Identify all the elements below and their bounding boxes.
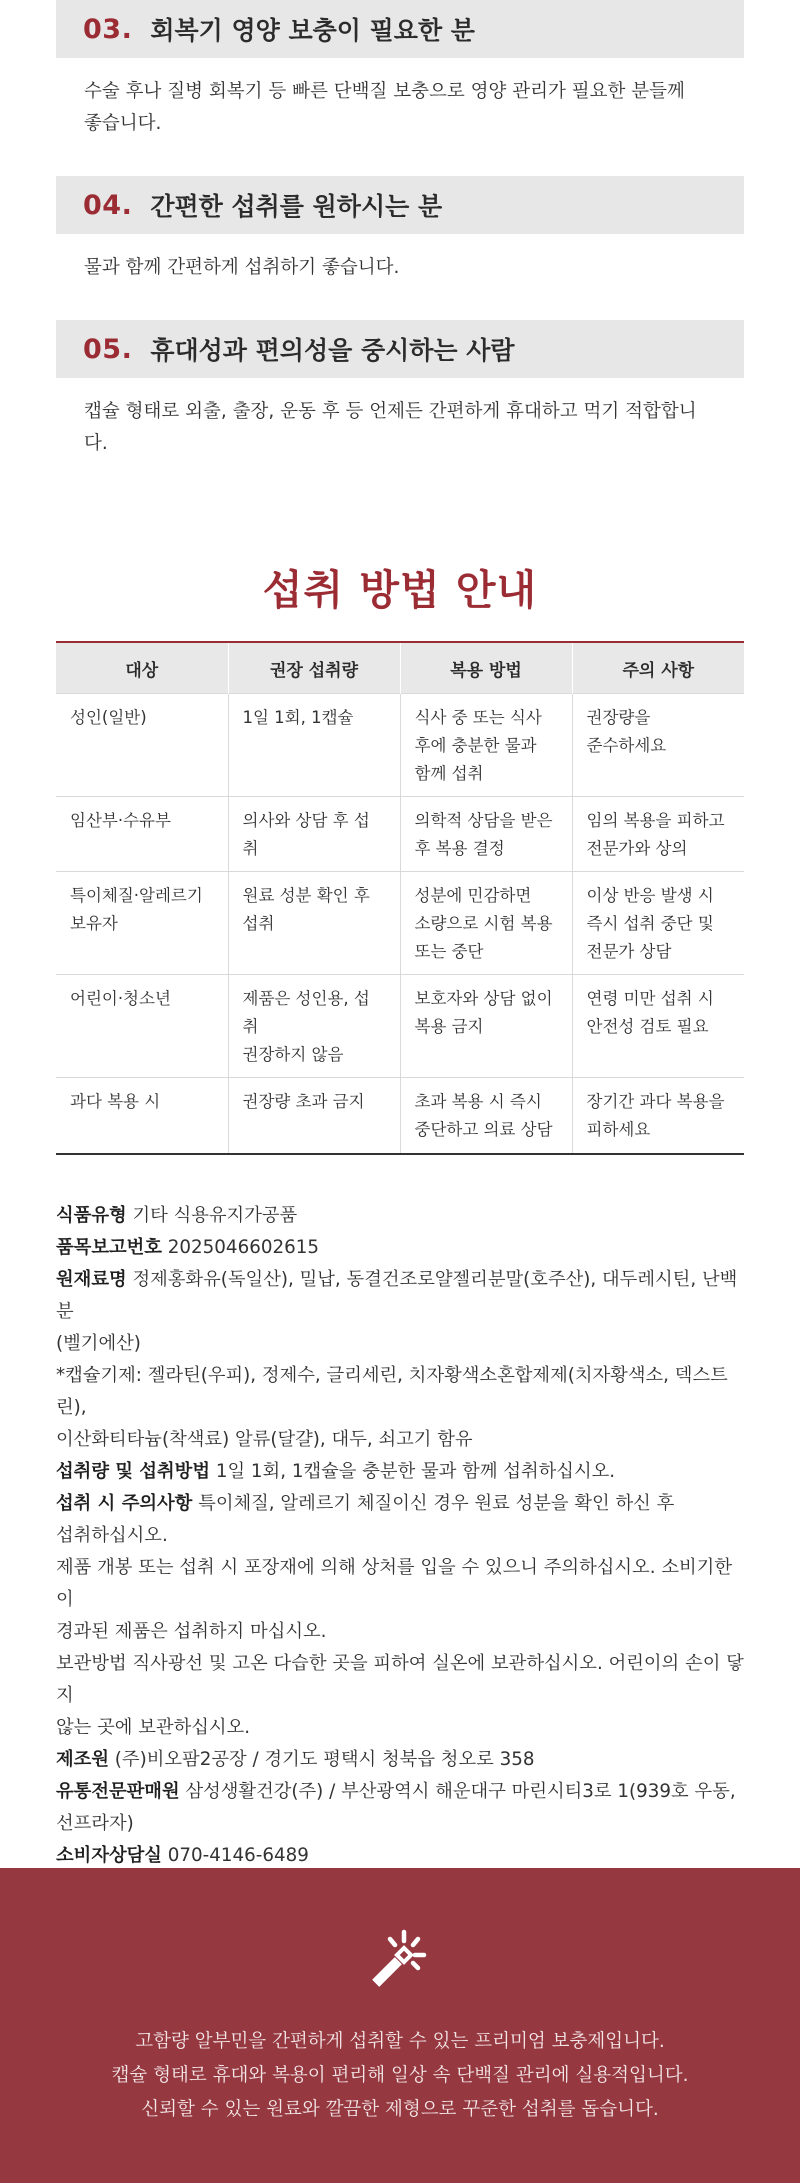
cell-line: 피하세요 bbox=[586, 1120, 651, 1139]
info-label: 섭취 시 주의사항 bbox=[56, 1493, 193, 1514]
cell-line: 1일 1회, 1캡슐 bbox=[242, 708, 354, 727]
info-value: (주)비오팜2공장 / 경기도 평택시 청북읍 청오로 358 bbox=[114, 1749, 535, 1770]
section-body-line: 물과 함께 간편하게 섭취하기 좋습니다. bbox=[84, 257, 400, 278]
info-value: 삼성생활건강(주) / 부산광역시 해운대구 마린시티3로 1(939호 우동, bbox=[185, 1781, 736, 1802]
info-label: 식품유형 bbox=[56, 1205, 127, 1226]
table-cell bbox=[572, 975, 744, 1078]
info-ingredients bbox=[56, 1264, 748, 1328]
table-row bbox=[56, 872, 744, 975]
table-row bbox=[56, 975, 744, 1078]
cell-line: 권장량을 bbox=[586, 708, 651, 727]
cell-line: 전문가와 상의 bbox=[586, 839, 688, 858]
info-value: 특이체질, 알레르기 체질이신 경우 원료 성분을 확인 하신 후 bbox=[198, 1493, 675, 1514]
cell-line: 임산부·수유부 bbox=[70, 811, 171, 830]
section-body bbox=[56, 234, 744, 318]
section-body-line: 캡슐 형태로 외출, 출장, 운동 후 등 언제든 간편하게 휴대하고 먹기 적합합니다. bbox=[84, 401, 697, 454]
cell-line: 보유자 bbox=[70, 914, 118, 933]
table-cell bbox=[56, 797, 228, 872]
section-portability bbox=[56, 320, 744, 460]
table-cell bbox=[400, 975, 572, 1078]
cell-line: 즉시 섭취 중단 및 bbox=[586, 914, 714, 933]
info-maker bbox=[56, 1744, 748, 1776]
cell-line: 특이체질·알레르기 bbox=[70, 886, 203, 905]
cell-line: 어린이·청소년 bbox=[70, 989, 171, 1008]
cell-line: 임의 복용을 피하고 bbox=[586, 811, 725, 830]
table-cell bbox=[228, 797, 400, 872]
section-title: 간편한 섭취를 원하시는 분 bbox=[150, 192, 443, 221]
section-body-line: 수술 후나 질병 회복기 등 빠른 단백질 보충으로 영양 관리가 필요한 분들께 bbox=[84, 81, 685, 102]
cell-line: 이상 반응 발생 시 bbox=[586, 886, 714, 905]
info-value: 정제홍화유(독일산), 밀납, 동결건조로얄젤리분말(호주산), 대두레시틴, 난백분 bbox=[56, 1269, 738, 1322]
footer-line: 고함량 알부민을 간편하게 섭취할 수 있는 프리미엄 보충제입니다. bbox=[135, 2031, 665, 2052]
cell-line: 연령 미만 섭취 시 bbox=[586, 989, 714, 1008]
info-value: 070-4146-6489 bbox=[167, 1845, 309, 1866]
cell-line: 중단하고 의료 상담 bbox=[414, 1120, 553, 1139]
info-seller bbox=[56, 1776, 748, 1808]
info-value: 1일 1회, 1캡슐을 충분한 물과 함께 섭취하십시오. bbox=[215, 1461, 616, 1482]
table-cell bbox=[228, 1078, 400, 1154]
table-cell bbox=[572, 694, 744, 797]
table-header-row bbox=[56, 642, 744, 694]
info-label: 소비자상담실 bbox=[56, 1845, 162, 1866]
column-header: 대상 bbox=[56, 642, 228, 694]
cell-line: 후에 충분한 물과 bbox=[414, 736, 537, 755]
table-cell bbox=[572, 1078, 744, 1154]
info-value: 2025046602615 bbox=[167, 1237, 319, 1258]
table-cell bbox=[228, 694, 400, 797]
info-label: 품목보고번호 bbox=[56, 1237, 162, 1258]
cell-line: 권장량 초과 금지 bbox=[242, 1092, 365, 1111]
table-row bbox=[56, 694, 744, 797]
section-number: 05. bbox=[83, 333, 133, 365]
cell-line: 과다 복용 시 bbox=[70, 1092, 161, 1111]
cell-line: 성인(일반) bbox=[70, 708, 147, 727]
section-body bbox=[56, 378, 744, 460]
cell-line: 식사 중 또는 식사 bbox=[414, 708, 542, 727]
section-number: 03. bbox=[83, 13, 133, 45]
table-cell bbox=[56, 694, 228, 797]
table-cell bbox=[228, 975, 400, 1078]
cell-line: 원료 성분 확인 후 bbox=[242, 886, 370, 905]
table-cell bbox=[400, 872, 572, 975]
cell-line: 섭취 bbox=[242, 914, 275, 933]
info-opening: 제품 개봉 또는 섭취 시 포장재에 의해 상처를 입을 수 있으니 주의하십시오. 소비기한이 bbox=[56, 1557, 732, 1610]
guide-title: 섭취 방법 안내 bbox=[262, 566, 538, 614]
info-label: 제조원 bbox=[56, 1749, 109, 1770]
info-value: 기타 식용유지가공품 bbox=[132, 1205, 298, 1226]
info-caution-cont: 섭취하십시오. bbox=[56, 1525, 168, 1546]
footer-line: 캡슐 형태로 휴대와 복용이 편리해 일상 속 단백질 관리에 실용적입니다. bbox=[111, 2065, 689, 2086]
info-ingredients-cont: (벨기에산) bbox=[56, 1333, 141, 1354]
table-cell bbox=[572, 872, 744, 975]
info-opening-cont: 경과된 제품은 섭취하지 마십시오. bbox=[56, 1621, 327, 1642]
section-easy-intake bbox=[56, 176, 744, 318]
cell-line: 초과 복용 시 즉시 bbox=[414, 1092, 542, 1111]
info-intake bbox=[56, 1456, 748, 1488]
info-label: 원재료명 bbox=[56, 1269, 127, 1290]
product-info bbox=[56, 1200, 748, 1904]
cell-line: 의사와 상담 후 섭취 bbox=[242, 811, 370, 858]
cell-line: 또는 중단 bbox=[414, 942, 484, 961]
magic-wand-icon bbox=[366, 1928, 436, 1998]
cell-line: 장기간 과다 복용을 bbox=[586, 1092, 725, 1111]
info-seller-cont: 선프라자) bbox=[56, 1813, 134, 1834]
table-cell bbox=[400, 1078, 572, 1154]
section-header bbox=[56, 176, 744, 234]
table-row bbox=[56, 1078, 744, 1154]
section-number: 04. bbox=[83, 189, 133, 221]
table-cell bbox=[572, 797, 744, 872]
cell-line: 보호자와 상담 없이 bbox=[414, 989, 553, 1008]
table-cell bbox=[400, 694, 572, 797]
section-body bbox=[56, 58, 744, 158]
cell-line: 권장하지 않음 bbox=[242, 1045, 344, 1064]
info-capsule: *캡슐기제: 젤라틴(우피), 정제수, 글리세린, 치자황색소혼합제제(치자황색소, 덱스트린), bbox=[56, 1365, 728, 1418]
column-header: 권장 섭취량 bbox=[228, 642, 400, 694]
cell-line: 전문가 상담 bbox=[586, 942, 672, 961]
section-body-line: 좋습니다. bbox=[84, 113, 162, 134]
section-title: 휴대성과 편의성을 중시하는 사람 bbox=[150, 336, 515, 365]
section-header bbox=[56, 320, 744, 378]
cell-line: 복용 금지 bbox=[414, 1017, 484, 1036]
table-cell bbox=[56, 975, 228, 1078]
table-row bbox=[56, 797, 744, 872]
table-cell bbox=[228, 872, 400, 975]
cell-line: 후 복용 결정 bbox=[414, 839, 505, 858]
section-title: 회복기 영양 보충이 필요한 분 bbox=[150, 16, 475, 45]
info-food-type bbox=[56, 1200, 748, 1232]
info-label: 섭취량 및 섭취방법 bbox=[56, 1461, 211, 1482]
footer-banner bbox=[0, 1868, 800, 2183]
info-report-number bbox=[56, 1232, 748, 1264]
info-storage: 보관방법 직사광선 및 고온 다습한 곳을 피하여 실온에 보관하십시오. 어린이의 손이 닿지 bbox=[56, 1653, 744, 1706]
cell-line: 소량으로 시험 복용 bbox=[414, 914, 553, 933]
target-sections bbox=[56, 0, 744, 460]
column-header: 주의 사항 bbox=[572, 642, 744, 694]
footer-text bbox=[0, 2025, 800, 2127]
cell-line: 성분에 민감하면 bbox=[414, 886, 532, 905]
table-cell bbox=[56, 1078, 228, 1154]
cell-line: 준수하세요 bbox=[586, 736, 667, 755]
info-storage-cont: 않는 곳에 보관하십시오. bbox=[56, 1717, 251, 1738]
table-cell bbox=[400, 797, 572, 872]
intake-guide-table bbox=[56, 641, 744, 1155]
info-capsule-cont: 이산화티타늄(착색료) 알류(달걀), 대두, 쇠고기 함유 bbox=[56, 1429, 473, 1450]
info-label: 유통전문판매원 bbox=[56, 1781, 180, 1802]
footer-line: 신뢰할 수 있는 원료와 깔끔한 제형으로 꾸준한 섭취를 돕습니다. bbox=[141, 2099, 659, 2120]
cell-line: 안전성 검토 필요 bbox=[586, 1017, 709, 1036]
cell-line: 의학적 상담을 받은 bbox=[414, 811, 553, 830]
table-cell bbox=[56, 872, 228, 975]
cell-line: 함께 섭취 bbox=[414, 764, 484, 783]
section-recovery bbox=[56, 0, 744, 158]
section-header bbox=[56, 0, 744, 58]
column-header: 복용 방법 bbox=[400, 642, 572, 694]
cell-line: 제품은 성인용, 섭취 bbox=[242, 989, 370, 1036]
info-caution bbox=[56, 1488, 748, 1520]
